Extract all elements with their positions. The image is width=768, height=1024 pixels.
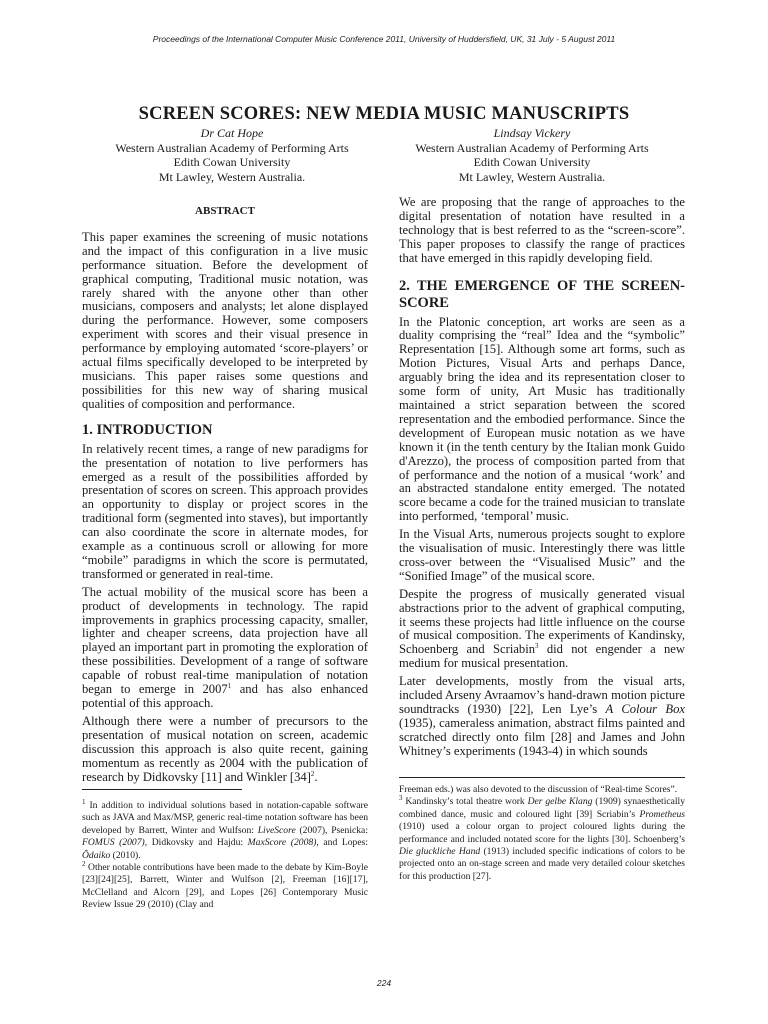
footnote-2: $^2$ Other notable contributions have been made to the debate by Kim-Boyle [23][24][25], Barrett, Winter and Wulfson [2], Freeman [16][17], McClelland and Alcorn [29], and Lopes [26] Contemporary Music Review Issue 29 (2010) (Clay and xyxy=(82,859,368,911)
footnote-ref-2[interactable]: 2 xyxy=(310,769,315,778)
left-column xyxy=(82,205,368,788)
author-block-2 xyxy=(382,126,682,184)
author-university: Edith Cowan University xyxy=(173,155,291,169)
footnote-rule-right xyxy=(399,777,685,778)
footnotes-left xyxy=(82,797,368,912)
section2-paragraph-1: In the Platonic conception, art works are seen as a duality comprising the “real” Idea and the “symbolic” Representation [15]. Although some art forms, such as Motion Pictures, Visual Arts and perhaps Dance, arguably bring the idea and its representation closer to some form of unity, Art Music has traditionally maintained a strict separation between the scored representation and the embodied performance. Since the development of European music notation as we have known it (in the tenth century by the Italian monk Guido d'Arezzo), the process of composition parted from that of performance and the notion of a musical ‘work’ and an abstracted standalone entity emerged. The notated score became a code for the trained musician to translate into performed, ‘temporal’ music. xyxy=(399,314,685,524)
footnote-3: $^3$ Kandinsky’s total theatre work Der gelbe Klang (1909) synaesthetically combined dance, music and coloured light [39] Scriabin’s Prometheus (1910) used a colour organ to project coloured lights during the performance and included notated score for the lights [30]. Schoenberg’s Die gluckliche Hand (1913) included specific indications of colors to be projected onto an on-stage screen and made very detailed colour sketches for this production [27]. xyxy=(399,794,686,882)
author-name: Lindsay Vickery xyxy=(493,126,571,140)
intro-paragraph-3: Although there were a number of precursors to the presentation of musical notation on screen, academic discussion this approach is also quite recent, gaining momentum as recently as 2004 with the publication of research by Didkovsky [11] and Winkler $[34]^2$. xyxy=(82,713,368,784)
footnote-ref-3[interactable]: 3 xyxy=(535,642,539,651)
footnote-2-continued: Freeman eds.) was also devoted to the discussion of “Real-time Scores”. xyxy=(399,784,678,795)
author-block-1 xyxy=(82,126,382,184)
intro-paragraph-1: In relatively recent times, a range of new paradigms for the presentation of notation to live performers has emerged as a result of the possibilities afforded by presentation of scores on screen. This approach provides an opportunity to display or project scores in the traditional form (segmented into staves), but importantly can also coordinate the score in alternate modes, for example as a continuous scroll or allowing for more “mobile” paradigms in which the score is permutated, transformed or generated in real-time. xyxy=(82,441,368,581)
section2-paragraph-3: Despite the progress of musically generated visual abstractions prior to the advent of graphical computing, it seems these projects had little influence on the course of musical composition. The experiments of Kandinsky, Schoenberg and Scriabin$^3$ did not engender a new medium for musical presentation. xyxy=(399,586,685,671)
right-column xyxy=(399,196,685,763)
author-location: Mt Lawley, Western Australia. xyxy=(458,169,606,184)
right-intro-paragraph: We are proposing that the range of approaches to the digital presentation of notation have resulted in a technology that is best referred to as the “screen-score”. This paper proposes to classify the range of practices that have emerged in this rapidly developing field. xyxy=(399,195,685,265)
abstract-heading: ABSTRACT xyxy=(195,205,255,217)
section2-paragraph-4: Later developments, mostly from the visual arts, included Arseny Avraamov’s hand-drawn motion picture soundtracks (1930) [22], Len Lye’s A Colour Box (1935), cameraless animation, abstract films painted and scratched directly onto film [28] and James and John Whitney’s experiments (1943-4) in which sounds xyxy=(399,674,685,758)
section-2-heading: 2. THE EMERGENCE OF THE SCREEN-SCORE xyxy=(399,277,685,311)
author-location: Mt Lawley, Western Australia. xyxy=(158,169,306,184)
author-affiliation: Western Australian Academy of Performing Arts xyxy=(415,140,649,155)
footnotes-right xyxy=(399,784,685,883)
footnote-1: $^1$ In addition to individual solutions based in notation-capable software such as JAVA and Max/MSP, generic real-time notation software has been developed by Barrett, Winter and Wulfson: LiveScore (2007), Psenicka: FOMUS (2007), Didkovsky and Hajdu: MaxScore (2008), and Lopes: Ôdaiko (2010). xyxy=(82,797,368,861)
footnote-ref-1[interactable]: 1 xyxy=(227,681,232,690)
section2-paragraph-2: In the Visual Arts, numerous projects sought to explore the visualisation of music. Interestingly there was little cross-over between the “Visualised Music” and the “Sonified Image” of the musical score. xyxy=(399,527,685,583)
section-1-heading: 1. INTRODUCTION xyxy=(82,421,213,438)
footnote-rule-left xyxy=(82,789,242,790)
author-name: Dr Cat Hope xyxy=(200,126,264,140)
proceedings-header: Proceedings of the International Computer Music Conference 2011, University of Huddersfield, UK, 31 July - 5 August 2011 xyxy=(152,34,616,44)
author-university: Edith Cowan University xyxy=(473,155,591,169)
intro-paragraph-2: The actual mobility of the musical score has been a product of developments in technology. The rapid improvements in graphics processing capacity, smaller, lighter and cheaper screens, data projection have all played an important part in promoting the exploration of these possibilities. Development of a range of software capable of robust real-time manipulation of notation began to emerge in 2007$^1$ and has also enhanced potential of this approach. xyxy=(82,584,368,710)
paper-title: SCREEN SCORES: NEW MEDIA MUSIC MANUSCRIPTS xyxy=(138,104,630,124)
page-number: 224 xyxy=(376,978,392,988)
author-affiliation: Western Australian Academy of Performing Arts xyxy=(115,140,349,155)
abstract-text: This paper examines the screening of music notations and the impact of this configuration in a live music performance situation. Before the development of graphical computing, Traditional music notation, was rarely shared with the anyone other than other musicians, composers and analysts; let alone displayed during the performance. However, some composers experiment with scores and their visual presence in performance by employing automated ‘score-players’ or actual films specifically developed to be interpreted by musicians. This paper raises some questions and possibilities for this new way of sharing musical qualities of composition and performance. xyxy=(82,229,368,411)
